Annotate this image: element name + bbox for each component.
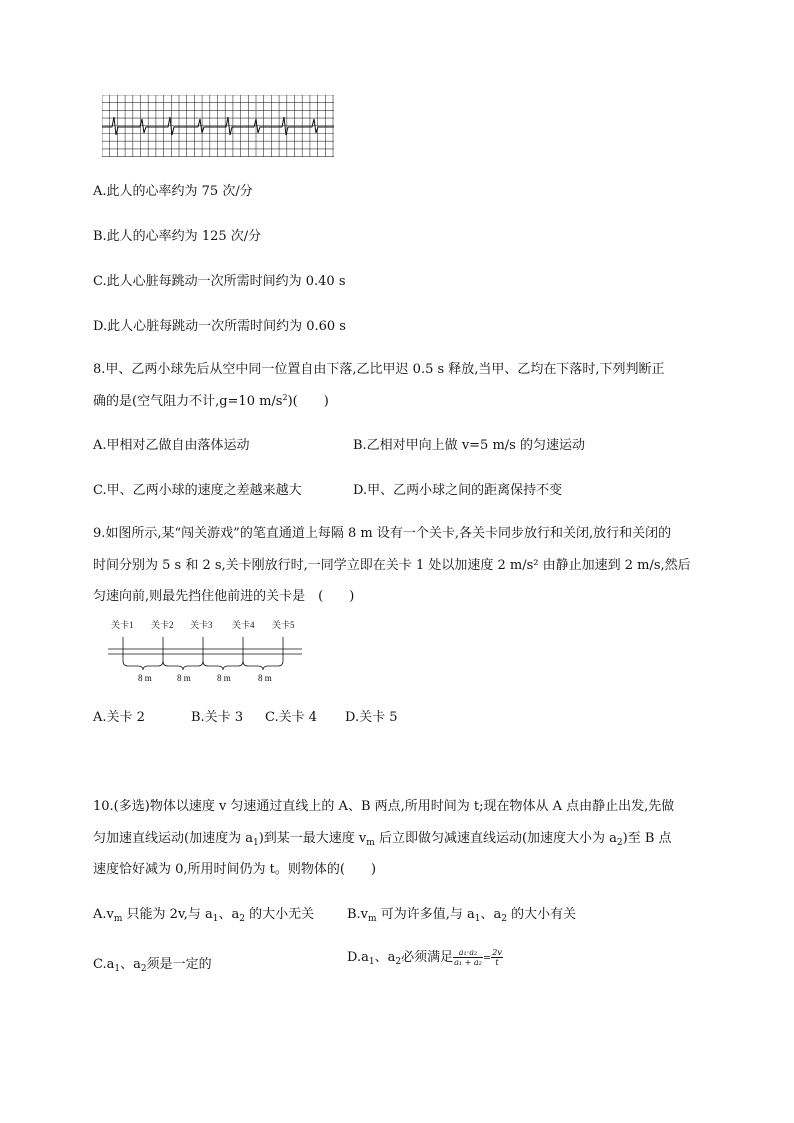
q7-option-d: D.此人心脏每跳动一次所需时间约为 0.60 s	[93, 319, 346, 334]
q8-option-a: A.甲相对乙做自由落体运动	[93, 438, 250, 453]
spacing-label: 8 m	[258, 673, 272, 683]
spacing-label: 8 m	[138, 673, 152, 683]
q8-option-c: C.甲、乙两小球的速度之差越来越大	[93, 483, 302, 498]
spacing-label: 8 m	[217, 673, 231, 683]
q9-stem-line-3: 匀速向前,则最先挡住他前进的关卡是 ( )	[93, 589, 355, 604]
q9-option-b: B.关卡 3	[191, 710, 244, 725]
q8-stem-line-1: 8.甲、乙两小球先后从空中同一位置自由下落,乙比甲迟 0.5 s 释放,当甲、乙均在下落时,下列判断正	[93, 362, 665, 377]
q9-stem-line-2: 时间分别为 5 s 和 2 s,关卡刚放行时,一同学立即在关卡 1 处以加速度 2 m/s² 由静止加速到 2 m/s,然后	[93, 558, 691, 573]
fraction-lhs: $\frac{\text{a₁·a₂}}{\text{a₁ + a₂}}$	[454, 948, 482, 967]
ecg-chart-figure	[102, 95, 334, 157]
checkpoint-label: 关卡3	[190, 620, 213, 630]
q7-option-a: A.此人的心率约为 75 次/分	[93, 184, 253, 199]
checkpoint-label: 关卡4	[232, 620, 255, 630]
q9-option-d: D.关卡 5	[345, 710, 398, 725]
q7-option-c: C.此人心脏每跳动一次所需时间约为 0.40 s	[93, 274, 346, 289]
q7-option-b: B.此人的心率约为 125 次/分	[93, 229, 262, 244]
q8-option-b: B.乙相对甲向上做 v=5 m/s 的匀速运动	[353, 438, 585, 453]
spacing-label: 8 m	[177, 673, 191, 683]
fraction-rhs: $\frac{2v}{t}$	[492, 948, 502, 967]
checkpoint-diagram	[108, 617, 308, 687]
q10-option-c: $C.a_1$、$a_2$须是一定的	[93, 957, 212, 974]
q8-stem-line-2: 确的是(空气阻力不计,g=10 $m/s^2$)( )	[93, 393, 329, 409]
checkpoint-label: 关卡5	[272, 620, 295, 630]
q10-option-d: $D.a_1$、$a_2$必须满足 $\frac{\text{a₁·a₂}}{\text{a₁ + a₂}}$ = $\frac{2v}{t}$	[347, 948, 502, 967]
checkpoint-label: 关卡1	[111, 620, 134, 630]
q10-stem-line-2: 匀加速直线运动(加速度为 $a_1$)到某一最大速度 $v_m$ 后立即做匀减速直线运动(加速度大小为 $a_2$)至 B 点	[93, 831, 672, 848]
q8-option-d: D.甲、乙两小球之间的距离保持不变	[353, 483, 563, 498]
q10-option-a: $A.v_m$ 只能为 2v,与 $a_1$、$a_2$ 的大小无关	[93, 907, 315, 924]
checkpoint-label: 关卡2	[151, 620, 174, 630]
q10-stem-line-1: 10.(多选)物体以速度 v 匀速通过直线上的 A、B 两点,所用时间为 t;现在物体从 A 点由静止出发,先做	[93, 799, 675, 814]
q10-stem-line-3: 速度恰好减为 0,所用时间仍为 t。则物体的( )	[93, 862, 377, 877]
q9-stem-line-1: 9.如图所示,某“闯关游戏”的笔直通道上每隔 8 m 设有一个关卡,各关卡同步放行和关闭,放行和关闭的	[93, 526, 672, 541]
q9-option-c: C.关卡 4	[265, 710, 318, 725]
q9-option-a: A.关卡 2	[93, 710, 145, 725]
q10-option-b: $B.v_m$ 可为许多值,与 $a_1$、$a_2$ 的大小有关	[347, 907, 577, 924]
